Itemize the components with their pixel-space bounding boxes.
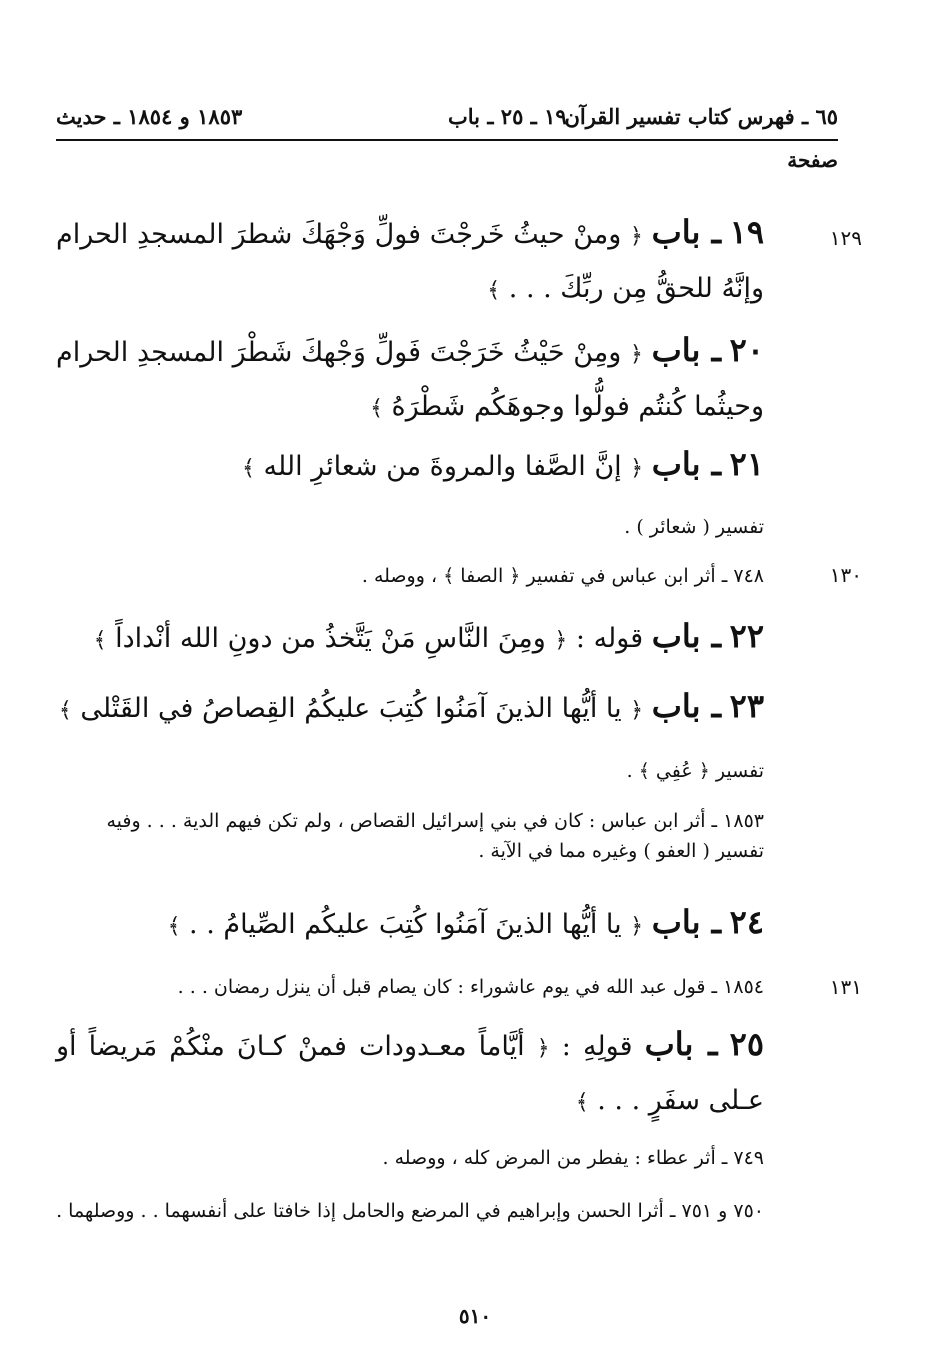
chapter-verse: أيَّاماً معـدودات فمنْ كـانَ منْكُمْ مَريضاً أو عـلى سفَرٍ . . . — [56, 1031, 764, 1116]
chapter-bab: ـ باب — [651, 213, 721, 251]
chapter-bab: ـ باب — [651, 687, 722, 725]
chapter-number: ٢٤ — [729, 903, 764, 941]
note-end-dot: . — [626, 760, 633, 782]
quran-bracket-close-icon: ﴾ — [167, 914, 181, 939]
quran-bracket-open-icon: ﴿ — [554, 628, 568, 653]
note-tafsir-shaair: تفسير ( شعائر ) . — [624, 516, 764, 538]
entry-750-751: ٧٥٠ و ٧٥١ ـ أثرا الحسن وإبراهيم في المرضع والحامل إذا خافتا على أنفسهما . . ووصلهما . — [56, 1200, 764, 1222]
page-ref-129: ١٢٩ — [829, 226, 862, 250]
chapter-24 — [56, 896, 764, 953]
quran-bracket-open-icon: ﴿ — [536, 1036, 550, 1061]
quran-bracket-open-icon: ﴿ — [629, 342, 643, 367]
chapter-number: ٢٢ — [729, 617, 764, 655]
chapter-25 — [56, 1018, 764, 1129]
chapter-verse: ومنْ حيثُ خَرجْتَ فولِّ وَجْهَكَ شطرَ المسجدِ الحرام وإنَّهُ للحقُّ مِن ربِّكَ . . . — [56, 219, 764, 304]
chapter-22 — [56, 610, 764, 667]
quran-bracket-close-icon: ﴾ — [487, 278, 501, 303]
chapter-verse: يا أيُّها الذينَ آمَنُوا كُتِبَ عليكُمُ القِصاصُ في القَتْلى — [80, 693, 622, 724]
chapter-verse: ومِنْ حَيْثُ خَرَجْتَ فَولِّ وَجْهكَ شَطْرَ المسجدِ الحرام وحيثُما كُنتُم فولُّوا وجوهَكُم شَطْرَهُ — [56, 337, 764, 422]
quran-bracket-close-icon: ﴾ — [58, 698, 72, 723]
chapter-verse: يا أيُّها الذينَ آمَنُوا كُتِبَ عليكُم الصِّيامُ . . — [189, 909, 622, 940]
page-column-label: صفحة — [787, 148, 838, 172]
header-index-title: ٦٥ ـ فهرس كتاب تفسير القرآن — [564, 104, 838, 129]
quran-bracket-open-icon: ﴿ — [629, 224, 643, 249]
chapter-21 — [56, 438, 764, 495]
chapter-number: ٢١ — [729, 445, 764, 483]
header-hadith-range: ١٨٥٣ و ١٨٥٤ ـ حديث — [56, 104, 243, 129]
entry-748: ٧٤٨ ـ أثر ابن عباس في تفسير ﴿ الصفا ﴾ ، ووصله . — [361, 565, 764, 587]
quran-bracket-open-icon: ﴿ — [630, 456, 644, 481]
chapter-number: ٢٣ — [729, 687, 764, 725]
quran-bracket-close-icon: ﴾ — [370, 396, 383, 421]
header-chapter-range: ١٩ ـ ٢٥ ـ باب — [448, 104, 567, 129]
chapter-bab: ـ باب — [651, 445, 722, 483]
chapter-number: ٢٠ — [729, 331, 765, 369]
quran-bracket-open-icon: ﴿ — [630, 914, 644, 939]
note-prefix: تفسير — [715, 760, 764, 782]
entry-1853: ١٨٥٣ ـ أثر ابن عباس : كان في بني إسرائيل القصاص ، ولم تكن فيهم الدية . . . وفيه تفسير ( العفو ) وغيره مما في الآية . — [106, 810, 764, 862]
running-header — [56, 104, 838, 138]
entry-749: ٧٤٩ ـ أثر عطاء : يفطر من المرض كله ، ووصله . — [382, 1147, 764, 1169]
chapter-prefix: قولِهِ : — [561, 1031, 633, 1062]
chapter-number: ٢٥ — [729, 1025, 764, 1063]
note-word: عُفِي — [655, 760, 693, 782]
page-ref-131: ١٣١ — [829, 975, 862, 999]
note-tafsir-ufiya — [56, 756, 764, 786]
chapter-number: ١٩ — [729, 213, 765, 251]
chapter-bab: ـ باب — [644, 1025, 718, 1063]
header-rule — [56, 139, 838, 141]
page-ref-130: ١٣٠ — [829, 563, 862, 587]
quran-bracket-close-icon: ﴾ — [575, 1090, 589, 1115]
chapter-23 — [56, 680, 764, 737]
chapter-bab: ـ باب — [651, 331, 721, 369]
chapter-prefix: قوله : — [575, 623, 644, 654]
quran-bracket-open-icon: ﴿ — [698, 760, 710, 782]
quran-bracket-close-icon: ﴾ — [93, 628, 107, 653]
entry-1854: ١٨٥٤ ـ قول عبد الله في يوم عاشوراء : كان يصام قبل أن ينزل رمضان . . . — [177, 976, 764, 998]
chapter-19 — [56, 206, 764, 317]
chapter-verse: إنَّ الصَّفا والمروةَ من شعائرِ الله — [263, 451, 622, 482]
chapter-verse: ومِنَ النَّاسِ مَنْ يَتَّخذُ من دونِ الله أنْداداً — [115, 623, 546, 654]
page-number: ٥١٠ — [458, 1304, 492, 1328]
quran-bracket-open-icon: ﴿ — [630, 698, 644, 723]
quran-bracket-close-icon: ﴾ — [242, 456, 255, 481]
quran-bracket-close-icon: ﴾ — [638, 760, 650, 782]
chapter-bab: ـ باب — [651, 903, 722, 941]
chapter-20 — [56, 324, 764, 435]
chapter-bab: ـ باب — [651, 617, 722, 655]
